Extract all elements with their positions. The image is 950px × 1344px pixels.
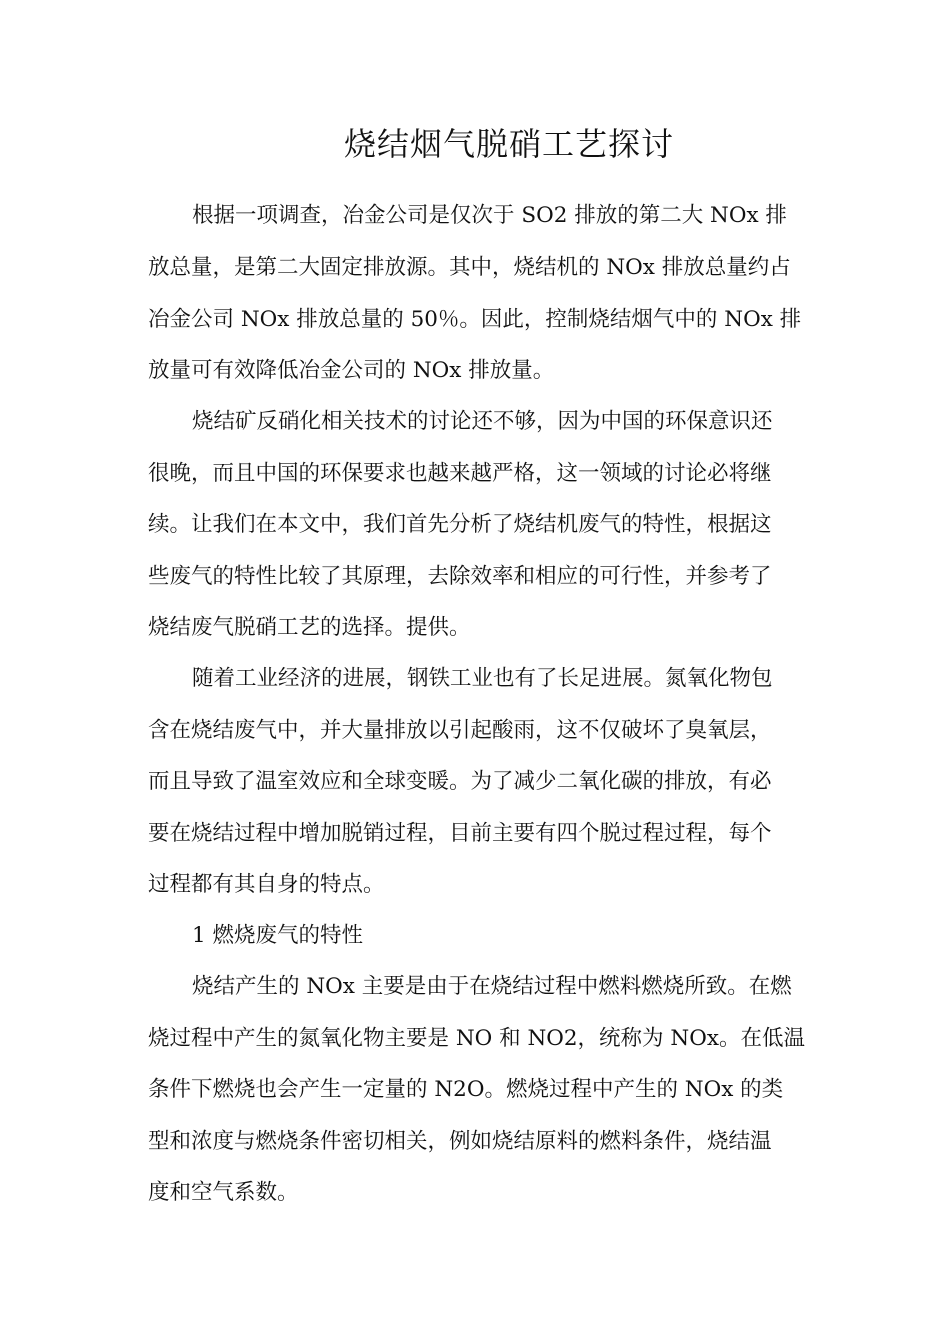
paragraph-2-line-4: 些废气的特性比较了其原理，去除效率和相应的可行性，并参考了 xyxy=(148,564,772,589)
paragraph-1-line-4: 放量可有效降低冶金公司的 NOx 排放量。 xyxy=(148,358,555,383)
section-heading-1: 1 燃烧废气的特性 xyxy=(192,923,364,948)
paragraph-4-line-2: 烧过程中产生的氮氧化物主要是 NO 和 NO2，统称为 NOx。在低温 xyxy=(148,1026,805,1051)
paragraph-3-line-4: 要在烧结过程中增加脱销过程，目前主要有四个脱过程过程，每个 xyxy=(148,821,772,846)
paragraph-3-line-1: 随着工业经济的进展，钢铁工业也有了长足进展。氮氧化物包 xyxy=(192,666,773,691)
paragraph-4-line-4: 型和浓度与燃烧条件密切相关，例如烧结原料的燃料条件，烧结温 xyxy=(148,1129,772,1154)
paragraph-1-line-2: 放总量，是第二大固定排放源。其中，烧结机的 NOx 排放总量约占 xyxy=(148,255,791,280)
document-title: 烧结烟气脱硝工艺探讨 xyxy=(343,125,674,163)
paragraph-2-line-5: 烧结废气脱硝工艺的选择。提供。 xyxy=(148,615,471,640)
paragraph-4-line-5: 度和空气系数。 xyxy=(148,1180,299,1205)
paragraph-2-line-3: 续。让我们在本文中，我们首先分析了烧结机废气的特性，根据这 xyxy=(148,512,772,537)
paragraph-3-line-5: 过程都有其自身的特点。 xyxy=(148,872,385,897)
paragraph-2-line-2: 很晚，而且中国的环保要求也越来越严格，这一领域的讨论必将继 xyxy=(148,461,772,486)
paragraph-4-line-3: 条件下燃烧也会产生一定量的 N2O。燃烧过程中产生的 NOx 的类 xyxy=(148,1077,784,1102)
paragraph-1-line-1: 根据一项调查，冶金公司是仅次于 SO2 排放的第二大 NOx 排 xyxy=(192,203,787,228)
paragraph-1-line-3: 冶金公司 NOx 排放总量的 50％。因此，控制烧结烟气中的 NOx 排 xyxy=(148,307,802,332)
paragraph-4-line-1: 烧结产生的 NOx 主要是由于在烧结过程中燃料燃烧所致。在燃 xyxy=(192,974,792,999)
paragraph-2-line-1: 烧结矿反硝化相关技术的讨论还不够，因为中国的环保意识还 xyxy=(192,409,773,434)
paragraph-3-line-3: 而且导致了温室效应和全球变暖。为了减少二氧化碳的排放，有必 xyxy=(148,769,772,794)
paragraph-3-line-2: 含在烧结废气中，并大量排放以引起酸雨，这不仅破坏了臭氧层， xyxy=(148,718,772,743)
